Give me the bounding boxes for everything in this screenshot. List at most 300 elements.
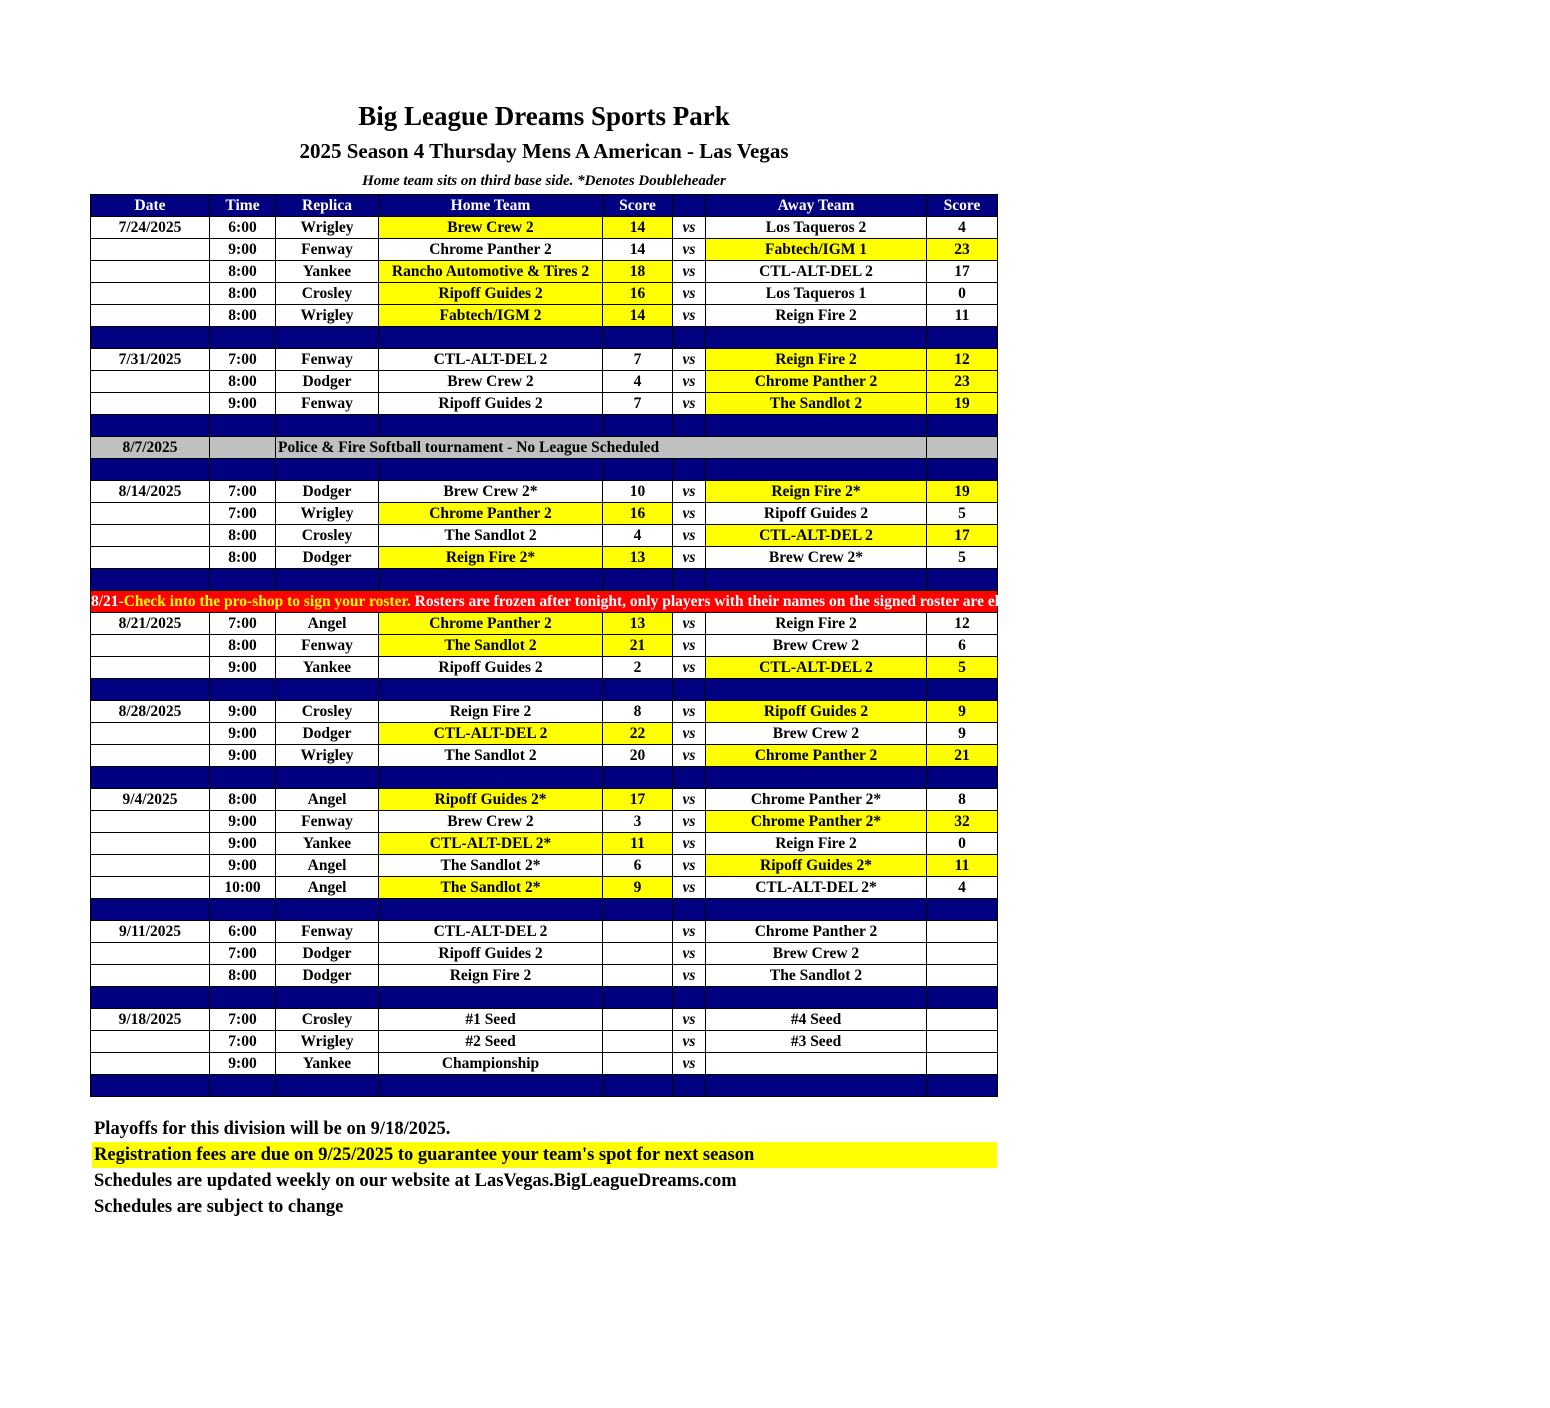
row-away-score: 6 [927,635,998,657]
spacer-cell [276,415,379,437]
row-replica-field: Fenway [276,349,379,371]
game-row [91,921,998,943]
row-away-score: 23 [927,371,998,393]
game-row [91,371,998,393]
row-vs: vs [673,547,706,569]
spacer-cell [927,327,998,349]
spacer-cell [706,767,927,789]
row-home-score: 2 [603,657,673,679]
row-home-score: 4 [603,525,673,547]
row-away-team: Chrome Panther 2 [706,371,927,393]
registration-note: Registration fees are due on 9/25/2025 to guarantee your team's spot for next season [92,1142,997,1168]
row-time: 9:00 [210,1053,276,1075]
row-replica-field: Yankee [276,261,379,283]
row-vs: vs [673,393,706,415]
row-home-score: 7 [603,349,673,371]
spacer-cell [276,459,379,481]
row-away-score [927,1009,998,1031]
spacer-cell [379,459,603,481]
row-home-team: Brew Crew 2 [379,371,603,393]
row-away-score: 0 [927,833,998,855]
row-time: 10:00 [210,877,276,899]
row-away-team: CTL-ALT-DEL 2 [706,525,927,547]
row-home-score: 6 [603,855,673,877]
spacer-cell [706,899,927,921]
spacer-row [91,569,998,591]
game-row [91,635,998,657]
row-away-score: 17 [927,261,998,283]
row-date [91,1053,210,1075]
spacer-cell [379,327,603,349]
game-row [91,1053,998,1075]
row-replica-field: Fenway [276,393,379,415]
row-home-team: Ripoff Guides 2 [379,657,603,679]
row-home-score: 22 [603,723,673,745]
row-time: 7:00 [210,943,276,965]
row-home-team: Chrome Panther 2 [379,239,603,261]
row-away-team: CTL-ALT-DEL 2 [706,657,927,679]
row-home-team: Championship [379,1053,603,1075]
row-replica-field: Wrigley [276,1031,379,1053]
spacer-cell [927,899,998,921]
spacer-cell [91,459,210,481]
game-row [91,481,998,503]
row-home-score [603,1031,673,1053]
row-home-score: 10 [603,481,673,503]
row-home-score: 14 [603,239,673,261]
row-away-score: 0 [927,283,998,305]
game-row [91,1009,998,1031]
row-vs: vs [673,503,706,525]
row-away-team: Reign Fire 2 [706,305,927,327]
row-date [91,833,210,855]
row-away-team: CTL-ALT-DEL 2 [706,261,927,283]
row-time: 8:00 [210,525,276,547]
game-row [91,613,998,635]
spacer-cell [603,327,673,349]
row-vs: vs [673,789,706,811]
row-replica-field: Fenway [276,921,379,943]
row-home-team: CTL-ALT-DEL 2 [379,723,603,745]
row-away-score [927,943,998,965]
row-date: 9/18/2025 [91,1009,210,1031]
spacer-row [91,899,998,921]
spacer-cell [603,459,673,481]
row-away-team: #4 Seed [706,1009,927,1031]
spacer-cell [379,569,603,591]
row-home-team: Ripoff Guides 2* [379,789,603,811]
row-home-team: The Sandlot 2* [379,855,603,877]
row-home-team: Reign Fire 2 [379,701,603,723]
spacer-cell [276,987,379,1009]
game-row [91,877,998,899]
spacer-cell [91,1075,210,1097]
game-row [91,1031,998,1053]
row-replica-field: Angel [276,789,379,811]
col-away-score-header: Score [927,195,998,217]
row-away-score: 9 [927,701,998,723]
row-time: 7:00 [210,1031,276,1053]
row-home-team: Chrome Panther 2 [379,503,603,525]
row-date: 7/24/2025 [91,217,210,239]
schedule-body [91,217,1550,1097]
row-away-score: 11 [927,305,998,327]
col-away-team-header: Away Team [706,195,927,217]
spacer-cell [706,679,927,701]
row-away-score: 32 [927,811,998,833]
game-row [91,943,998,965]
row-time: 7:00 [210,613,276,635]
row-home-team: The Sandlot 2 [379,525,603,547]
row-date: 8/14/2025 [91,481,210,503]
row-vs: vs [673,723,706,745]
row-away-score: 21 [927,745,998,767]
row-replica-field: Fenway [276,811,379,833]
row-time: 9:00 [210,855,276,877]
row-home-team: CTL-ALT-DEL 2* [379,833,603,855]
page-header [0,98,1088,192]
row-date: 8/7/2025 [91,437,210,459]
row-vs: vs [673,217,706,239]
row-date [91,965,210,987]
row-home-score [603,1053,673,1075]
row-date: 7/31/2025 [91,349,210,371]
spacer-cell [603,679,673,701]
row-replica-field: Angel [276,855,379,877]
spacer-cell [673,415,706,437]
row-replica-field: Fenway [276,635,379,657]
spacer-cell [379,899,603,921]
spacer-cell [603,767,673,789]
row-home-score: 7 [603,393,673,415]
row-date [91,943,210,965]
row-replica-field: Crosley [276,283,379,305]
row-vs: vs [673,1031,706,1053]
row-away-score: 19 [927,481,998,503]
row-away-score: 11 [927,855,998,877]
row-date [91,239,210,261]
row-replica-field: Dodger [276,371,379,393]
row-date: 8/28/2025 [91,701,210,723]
row-time: 7:00 [210,349,276,371]
row-home-team: Ripoff Guides 2 [379,283,603,305]
game-row [91,239,998,261]
row-replica-field: Crosley [276,525,379,547]
spacer-cell [673,987,706,1009]
spacer-cell [91,327,210,349]
row-vs: vs [673,943,706,965]
col-home-team-header: Home Team [379,195,603,217]
row-time: 8:00 [210,547,276,569]
spacer-row [91,415,998,437]
row-vs: vs [673,239,706,261]
spacer-cell [706,415,927,437]
row-away-score: 5 [927,657,998,679]
row-date [91,855,210,877]
row-replica-field: Crosley [276,1009,379,1031]
row-home-score [603,965,673,987]
row-home-score [603,1009,673,1031]
spacer-cell [673,459,706,481]
row-vs: vs [673,635,706,657]
game-row [91,503,998,525]
spacer-cell [276,327,379,349]
row-vs: vs [673,855,706,877]
spacer-cell [603,415,673,437]
spacer-cell [706,459,927,481]
col-vs-header [673,195,706,217]
row-vs: vs [673,261,706,283]
row-home-team: Ripoff Guides 2 [379,943,603,965]
row-away-score: 9 [927,723,998,745]
row-time: 8:00 [210,789,276,811]
row-vs: vs [673,701,706,723]
row-replica-field: Wrigley [276,503,379,525]
row-home-team: Fabtech/IGM 2 [379,305,603,327]
spacer-cell [91,415,210,437]
row-away-score [927,437,998,459]
row-home-team: Reign Fire 2* [379,547,603,569]
col-replica-header: Replica [276,195,379,217]
row-home-score: 14 [603,305,673,327]
row-date [91,525,210,547]
row-vs: vs [673,877,706,899]
row-home-team: Brew Crew 2* [379,481,603,503]
row-away-team: Brew Crew 2* [706,547,927,569]
row-home-score [603,943,673,965]
row-vs: vs [673,349,706,371]
row-time: 8:00 [210,261,276,283]
row-date [91,657,210,679]
spacer-cell [210,569,276,591]
spacer-row [91,327,998,349]
schedule-table [90,194,1550,1097]
row-vs: vs [673,371,706,393]
spacer-cell [673,569,706,591]
footer-notes [92,1116,997,1220]
row-home-team: CTL-ALT-DEL 2 [379,921,603,943]
row-away-team: Chrome Panther 2* [706,811,927,833]
game-row [91,833,998,855]
no-games-message: Police & Fire Softball tournament - No League Scheduled [276,437,927,459]
spacer-cell [91,569,210,591]
row-home-score: 8 [603,701,673,723]
row-date [91,745,210,767]
spacer-cell [673,1075,706,1097]
row-away-score: 19 [927,393,998,415]
row-home-team: Brew Crew 2 [379,217,603,239]
spacer-cell [673,679,706,701]
row-replica-field: Dodger [276,965,379,987]
col-home-score-header: Score [603,195,673,217]
row-home-score: 21 [603,635,673,657]
row-date [91,811,210,833]
no-games-row [91,437,998,459]
row-away-team: Chrome Panther 2 [706,745,927,767]
row-date [91,547,210,569]
row-replica-field: Angel [276,613,379,635]
game-row [91,855,998,877]
row-time: 9:00 [210,833,276,855]
row-time: 9:00 [210,657,276,679]
row-away-score [927,1031,998,1053]
row-date: 8/21/2025 [91,613,210,635]
spacer-cell [210,987,276,1009]
row-vs: vs [673,481,706,503]
notice-text: Rosters are frozen after tonight, only players with their names on the signed roster are eligible for playoffs. Please check carefully as changes will not be made for omissions. [410,592,1550,610]
row-date [91,1031,210,1053]
row-vs: vs [673,965,706,987]
row-time: 6:00 [210,921,276,943]
game-row [91,217,998,239]
spacer-cell [210,767,276,789]
row-home-score: 11 [603,833,673,855]
spacer-cell [379,987,603,1009]
header-note: Home team sits on third base side. *Denotes Doubleheader [362,173,726,189]
row-replica-field: Dodger [276,723,379,745]
row-away-score: 12 [927,613,998,635]
row-time [210,437,276,459]
spacer-cell [603,1075,673,1097]
row-vs: vs [673,1009,706,1031]
spacer-cell [379,679,603,701]
game-row [91,701,998,723]
row-home-score [603,921,673,943]
row-time: 9:00 [210,811,276,833]
game-row [91,723,998,745]
row-date [91,723,210,745]
row-away-team: Brew Crew 2 [706,723,927,745]
row-date [91,283,210,305]
row-away-score: 4 [927,217,998,239]
table-header-row [91,195,998,217]
game-row [91,393,998,415]
row-away-team: Brew Crew 2 [706,635,927,657]
spacer-cell [603,569,673,591]
row-away-score: 5 [927,547,998,569]
row-away-score [927,965,998,987]
spacer-cell [673,899,706,921]
row-home-score: 16 [603,283,673,305]
row-time: 7:00 [210,1009,276,1031]
spacer-cell [276,679,379,701]
row-time: 8:00 [210,371,276,393]
row-vs: vs [673,525,706,547]
spacer-row [91,1075,998,1097]
row-away-score [927,921,998,943]
row-vs: vs [673,921,706,943]
row-vs: vs [673,833,706,855]
row-home-score: 4 [603,371,673,393]
row-replica-field: Crosley [276,701,379,723]
row-date [91,503,210,525]
row-replica-field: Wrigley [276,745,379,767]
row-away-team: #3 Seed [706,1031,927,1053]
row-home-score: 13 [603,613,673,635]
row-away-team: Reign Fire 2 [706,613,927,635]
row-vs: vs [673,283,706,305]
row-home-score: 13 [603,547,673,569]
spacer-cell [210,899,276,921]
spacer-cell [210,459,276,481]
row-date [91,635,210,657]
game-row [91,283,998,305]
row-date: 9/11/2025 [91,921,210,943]
row-home-team: #2 Seed [379,1031,603,1053]
spacer-cell [276,767,379,789]
spacer-cell [379,415,603,437]
roster-notice-row [91,591,998,613]
spacer-cell [91,679,210,701]
game-row [91,811,998,833]
playoffs-note: Playoffs for this division will be on 9/18/2025. [94,1119,451,1139]
game-row [91,547,998,569]
row-replica-field: Yankee [276,1053,379,1075]
row-replica-field: Yankee [276,657,379,679]
row-home-team: Brew Crew 2 [379,811,603,833]
row-away-team: Reign Fire 2* [706,481,927,503]
row-home-team: The Sandlot 2 [379,635,603,657]
row-home-team: #1 Seed [379,1009,603,1031]
row-away-score [927,1053,998,1075]
row-vs: vs [673,657,706,679]
row-time: 6:00 [210,217,276,239]
spacer-cell [276,569,379,591]
row-vs: vs [673,1053,706,1075]
row-home-score: 18 [603,261,673,283]
row-away-score: 12 [927,349,998,371]
row-home-team: Ripoff Guides 2 [379,393,603,415]
notice-emphasis: Check into the pro-shop to sign your roster. [123,592,411,610]
col-time-header: Time [210,195,276,217]
spacer-cell [91,767,210,789]
spacer-cell [91,899,210,921]
row-vs: vs [673,811,706,833]
row-time: 8:00 [210,635,276,657]
row-home-score: 3 [603,811,673,833]
row-away-team: Reign Fire 2 [706,349,927,371]
disclaimer-note: Schedules are subject to change [94,1197,344,1217]
row-away-score: 5 [927,503,998,525]
spacer-cell [927,767,998,789]
row-replica-field: Yankee [276,833,379,855]
row-away-team: Brew Crew 2 [706,943,927,965]
spacer-cell [276,899,379,921]
row-time: 9:00 [210,745,276,767]
col-date-header: Date [91,195,210,217]
row-away-team: CTL-ALT-DEL 2* [706,877,927,899]
row-home-score: 17 [603,789,673,811]
spacer-cell [276,1075,379,1097]
row-date [91,305,210,327]
spacer-cell [673,767,706,789]
row-vs: vs [673,305,706,327]
spacer-row [91,767,998,789]
row-away-team: Ripoff Guides 2 [706,701,927,723]
row-replica-field: Dodger [276,481,379,503]
spacer-cell [927,987,998,1009]
spacer-cell [603,899,673,921]
game-row [91,745,998,767]
website-note: Schedules are updated weekly on our website at LasVegas.BigLeagueDreams.com [94,1171,737,1191]
spacer-cell [927,1075,998,1097]
page-title: Big League Dreams Sports Park [358,101,730,131]
row-away-team: Fabtech/IGM 1 [706,239,927,261]
row-replica-field: Dodger [276,547,379,569]
row-time: 7:00 [210,503,276,525]
row-away-team: Los Taqueros 1 [706,283,927,305]
spacer-cell [379,1075,603,1097]
